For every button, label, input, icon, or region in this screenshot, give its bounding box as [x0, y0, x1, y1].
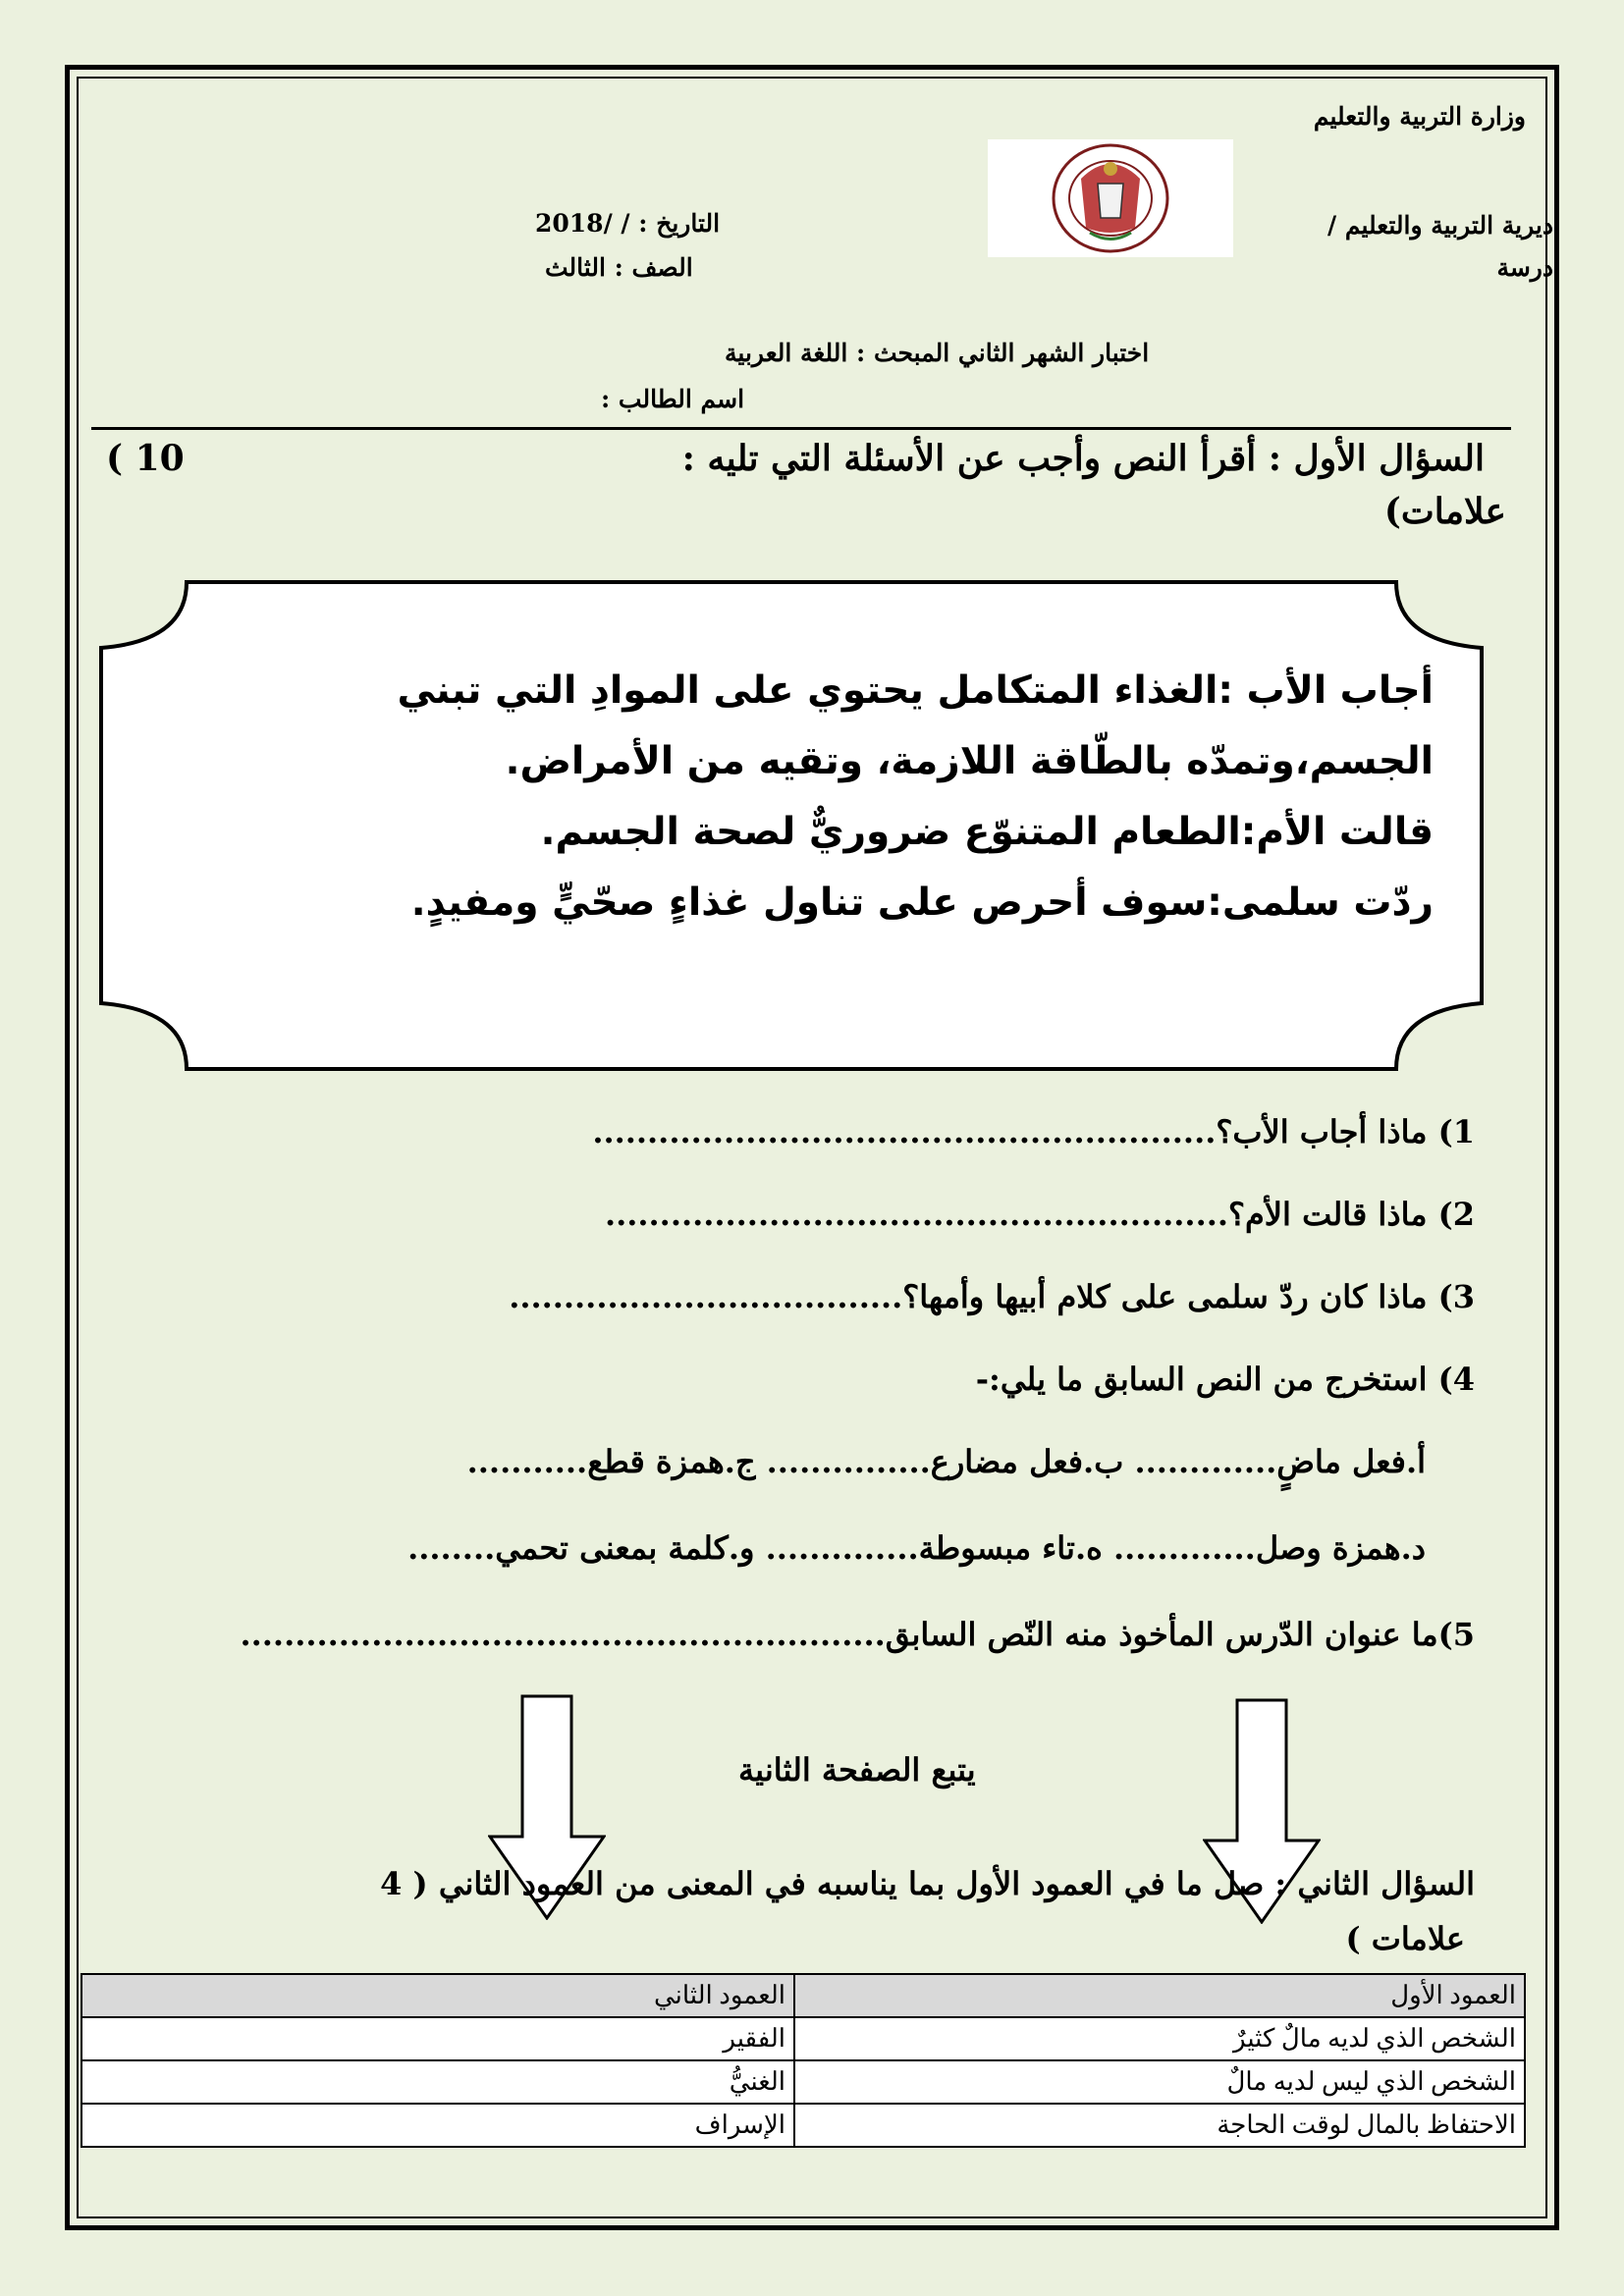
header-divider — [91, 427, 1511, 430]
school-label: درسة — [1496, 253, 1553, 282]
continue-note: يتبع الصفحة الثانية — [738, 1751, 976, 1789]
passage-line: أجاب الأب :الغذاء المتكامل يحتوي على الموادِ التي تبني — [397, 668, 1434, 713]
table-cell: الإسراف — [81, 2104, 794, 2147]
table-cell: الشخص الذي ليس لديه مالٌ — [794, 2060, 1525, 2104]
reading-passage-box — [98, 579, 1485, 1072]
question1-title: السؤال الأول : أقرأ النص وأجب عن الأسئلة التي تليه : — [681, 438, 1485, 479]
column-header: العمود الثاني — [81, 1974, 794, 2017]
exam-date: التاريخ : / /2018 — [535, 209, 721, 238]
ministry-logo-icon — [988, 139, 1233, 257]
question-1: 1) ماذا أجاب الأب؟......................................................... — [592, 1113, 1475, 1150]
question-5: 5)ما عنوان الدّرس المأخوذ منه النّص السابق........................................................... — [240, 1616, 1475, 1653]
ministry-title: وزارة التربية والتعليم — [1313, 102, 1526, 131]
table-cell: الغنيُّ — [81, 2060, 794, 2104]
grade-label: الصف : الثالث — [545, 253, 693, 282]
question-4-row1: أ.فعل ماضٍ............. ب.فعل مضارع............... ج.همزة قطع........... — [466, 1443, 1426, 1480]
table-header-row — [81, 1974, 1525, 2017]
question-2: 2) ماذا قالت الأم؟......................................................... — [604, 1196, 1475, 1233]
student-name-label: اسم الطالب : — [601, 385, 745, 413]
passage-line: قالت الأم:الطعام المتنوّع ضروريٌّ لصحة الجسم. — [540, 810, 1434, 854]
question2-marks-label: علامات ) — [1345, 1920, 1465, 1957]
question2-title: السؤال الثاني : صل ما في العمود الأول بما يناسبه في المعنى من العمود الثاني ( 4 — [380, 1865, 1475, 1902]
directorate-label: ديرية التربية والتعليم / — [1327, 211, 1553, 240]
question-4: 4) استخرج من النص السابق ما يلي:- — [975, 1361, 1475, 1398]
table-row — [81, 2060, 1525, 2104]
question-4-row2: د.همزة وصل............. ه.تاء مبسوطة.............. و.كلمة بمعنى تحمي........ — [407, 1529, 1426, 1567]
question-3: 3) ماذا كان ردّ سلمى على كلام أبيها وأمها؟.................................... — [509, 1278, 1475, 1315]
table-row — [81, 2017, 1525, 2060]
exam-title: اختبار الشهر الثاني المبحث : اللغة العربية — [725, 339, 1150, 367]
matching-table — [81, 1973, 1526, 2148]
table-cell: الشخص الذي لديه مالٌ كثيرٌ — [794, 2017, 1525, 2060]
table-cell: الاحتفاظ بالمال لوقت الحاجة — [794, 2104, 1525, 2147]
table-cell: الفقير — [81, 2017, 794, 2060]
column-header: العمود الأول — [794, 1974, 1525, 2017]
table-row — [81, 2104, 1525, 2147]
question1-marks-label: علامات) — [1383, 491, 1506, 532]
question1-marks: ( 10 — [106, 438, 185, 479]
passage-line: ردّت سلمى:سوف أحرص على تناول غذاءٍ صحّيٍّ ومفيدٍ. — [410, 881, 1434, 925]
passage-line: الجسم،وتمدّه بالطّاقة اللازمة، وتقيه من الأمراض. — [505, 739, 1434, 783]
